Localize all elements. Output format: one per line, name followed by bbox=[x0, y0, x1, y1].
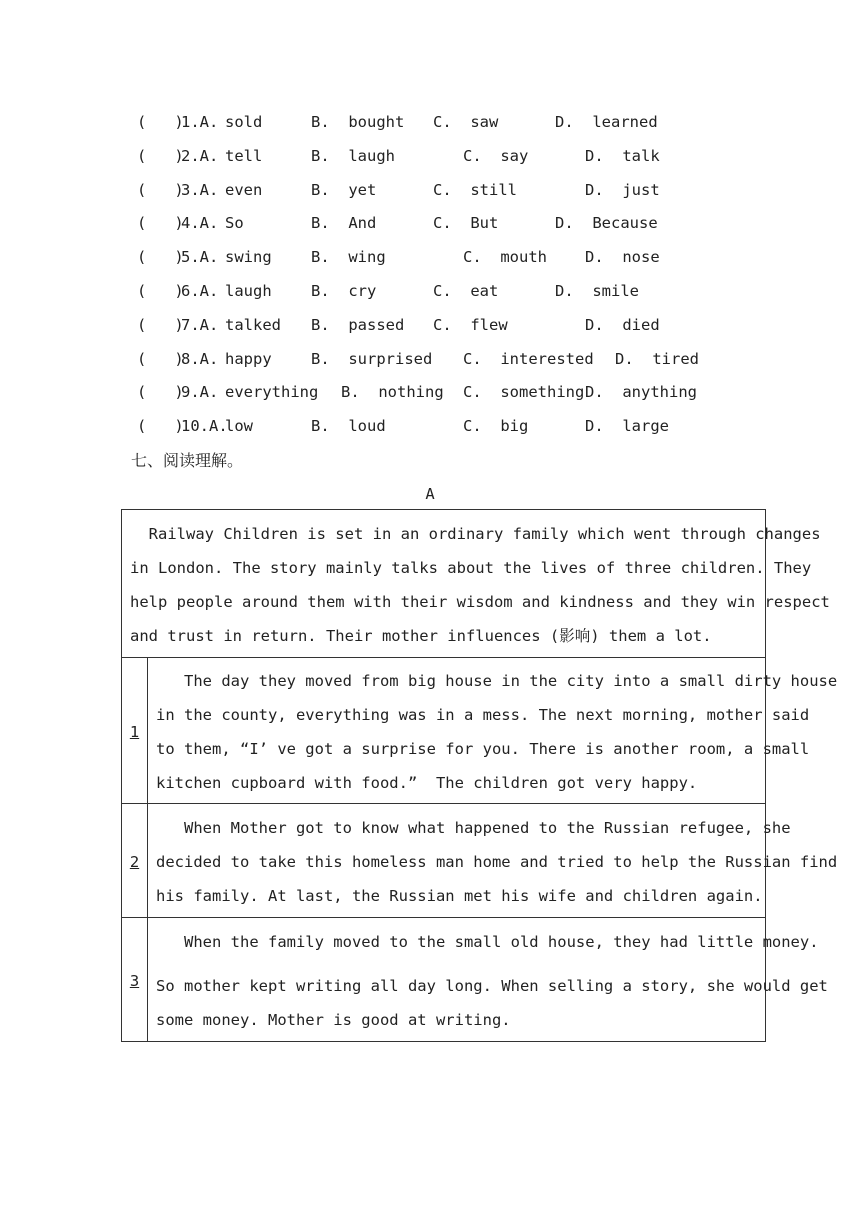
option-b: B. yet bbox=[311, 180, 377, 199]
row-line: When Mother got to know what happened to the Russian refugee, she bbox=[156, 819, 791, 837]
option-c: C. But bbox=[433, 214, 499, 233]
answer-blank: ( ) bbox=[137, 248, 184, 267]
answer-blank: ( ) bbox=[137, 113, 184, 131]
row-line: some money. Mother is good at writing. bbox=[156, 1011, 511, 1029]
row-line: kitchen cupboard with food.” The children got very happy. bbox=[156, 774, 698, 792]
question-number: 2.A. bbox=[181, 146, 219, 165]
row-line: to them, “I’ ve got a surprise for you. There is another room, a small bbox=[156, 740, 810, 758]
answer-blank: ( ) bbox=[137, 214, 184, 233]
option-d: D. died bbox=[585, 315, 660, 334]
option-a: talked bbox=[225, 315, 281, 334]
column-divider bbox=[147, 657, 148, 1042]
option-d: D. learned bbox=[555, 113, 658, 131]
option-a: So bbox=[225, 214, 244, 233]
answer-blank: ( ) bbox=[137, 282, 184, 300]
option-b: B. nothing bbox=[341, 383, 444, 402]
option-b: B. cry bbox=[311, 282, 377, 300]
option-c: C. interested bbox=[463, 349, 594, 368]
row-line: So mother kept writing all day long. When selling a story, she would get bbox=[156, 977, 828, 995]
option-d: D. smile bbox=[555, 282, 639, 300]
option-a: tell bbox=[225, 146, 263, 165]
option-b: B. bought bbox=[311, 113, 405, 131]
option-a: everything bbox=[225, 383, 319, 402]
option-b: B. And bbox=[311, 214, 377, 233]
row-line: The day they moved from big house in the city into a small dirty house bbox=[156, 672, 838, 690]
option-d: D. just bbox=[585, 180, 660, 199]
option-b: B. surprised bbox=[311, 349, 433, 368]
question-number: 5.A. bbox=[181, 248, 219, 267]
option-c: C. eat bbox=[433, 282, 499, 300]
answer-blank: ( ) bbox=[137, 417, 184, 436]
intro-line: Railway Children is set in an ordinary family which went through changes bbox=[130, 525, 821, 543]
option-c: C. saw bbox=[433, 113, 499, 131]
option-d: D. anything bbox=[585, 383, 697, 402]
option-b: B. passed bbox=[311, 315, 405, 334]
answer-blank: ( ) bbox=[137, 180, 184, 199]
option-b: B. loud bbox=[311, 417, 386, 436]
row-number: 3 bbox=[129, 972, 140, 990]
option-a: even bbox=[225, 180, 263, 199]
intro-line: and trust in return. Their mother influences (影响) them a lot. bbox=[130, 627, 712, 645]
option-a: swing bbox=[225, 248, 272, 267]
row-divider bbox=[122, 917, 765, 918]
option-c: C. big bbox=[463, 417, 529, 436]
row-line: decided to take this homeless man home and tried to help the Russian find bbox=[156, 853, 838, 871]
reading-table bbox=[121, 509, 838, 1042]
row-divider bbox=[122, 657, 765, 658]
answer-blank: ( ) bbox=[137, 349, 184, 368]
intro-line: help people around them with their wisdom and kindness and they win respect bbox=[130, 593, 830, 611]
option-a: low bbox=[225, 417, 253, 436]
option-c: C. say bbox=[463, 146, 529, 165]
answer-blank: ( ) bbox=[137, 146, 184, 165]
question-number: 10.A. bbox=[181, 417, 228, 436]
row-line: When the family moved to the small old house, they had little money. bbox=[156, 933, 819, 951]
section-heading: 七、阅读理解。 bbox=[131, 451, 244, 470]
answer-blank: ( ) bbox=[137, 315, 184, 334]
option-c: C. something bbox=[463, 383, 585, 402]
option-c: C. still bbox=[433, 180, 517, 199]
option-c: C. mouth bbox=[463, 248, 547, 267]
question-number: 1.A. bbox=[181, 113, 219, 131]
answer-blank: ( ) bbox=[137, 383, 184, 402]
row-number: 2 bbox=[129, 853, 140, 871]
option-a: happy bbox=[225, 349, 272, 368]
question-number: 3.A. bbox=[181, 180, 219, 199]
option-d: D. talk bbox=[585, 146, 660, 165]
option-b: B. wing bbox=[311, 248, 386, 267]
option-d: D. tired bbox=[615, 349, 699, 368]
option-a: sold bbox=[225, 113, 263, 131]
row-line: his family. At last, the Russian met his wife and children again. bbox=[156, 887, 763, 905]
row-divider bbox=[122, 803, 765, 804]
question-number: 8.A. bbox=[181, 349, 219, 368]
option-b: B. laugh bbox=[311, 146, 395, 165]
question-number: 4.A. bbox=[181, 214, 219, 233]
intro-line: in London. The story mainly talks about the lives of three children. They bbox=[130, 559, 812, 577]
option-d: D. Because bbox=[555, 214, 658, 233]
question-number: 7.A. bbox=[181, 315, 219, 334]
option-d: D. large bbox=[585, 417, 669, 436]
passage-label: A bbox=[425, 485, 435, 503]
row-line: in the county, everything was in a mess. The next morning, mother said bbox=[156, 706, 810, 724]
question-number: 6.A. bbox=[181, 282, 219, 300]
question-number: 9.A. bbox=[181, 383, 219, 402]
row-number: 1 bbox=[129, 723, 140, 741]
option-a: laugh bbox=[225, 282, 272, 300]
option-c: C. flew bbox=[433, 315, 508, 334]
option-d: D. nose bbox=[585, 248, 660, 267]
